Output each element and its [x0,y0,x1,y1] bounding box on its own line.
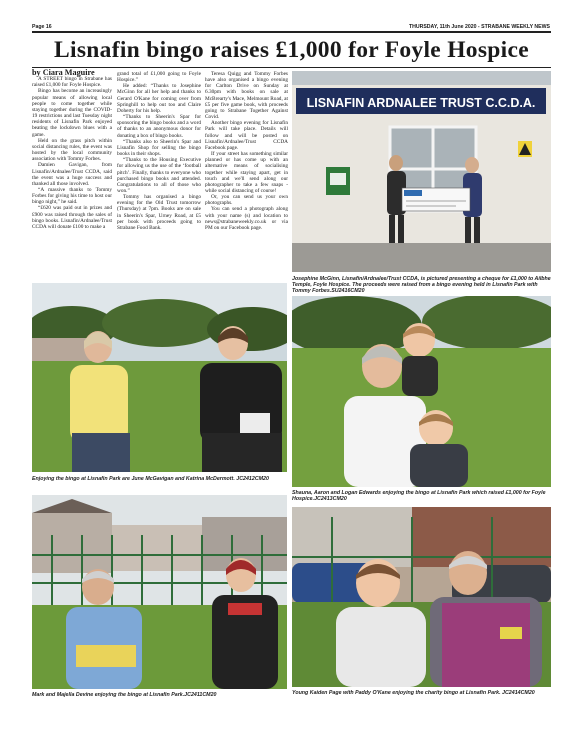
caption-bottom-left: Mark and Majella Devine enjoying the bingo at Lisnafin Park.JC2411CM20 [32,692,217,698]
caption-bottom-right: Young Kaiden Page with Paddy O'Kane enjoying the charity bingo at Lisnafin Park. JC2414CM20 [292,690,535,696]
photo-june-katrina [32,283,287,472]
article-paragraph: “Thanks also to Sheerin's Spar and Lisnafin Shop for selling the bingo books in their shops. [117,138,201,158]
caption-top-right: Josephine McGinn, Lisnafin/Ardnalee/Trust CCDA, is pictured presenting a cheque for £1,000 to Ailbhe Temple, Foyle Hospice. The proceeds were raised from a bingo evening held in Lisnafin Park with Tommy Forbes.SU2416CM20 [292,276,551,295]
article-paragraph: “A massive thanks to Tommy Forbes for giving his time to host our bingo night,” he said. [32,186,112,206]
dateline: THURSDAY, 11th June 2020 - STRABANE WEEKLY NEWS [408,24,550,30]
article-paragraph: A STREET bingo in Strabane has raised £1,000 for Foyle Hospice. [32,76,112,89]
article-paragraph: You can send a photograph along with your name (s) and location to news@strabaneweekly.co.uk or via PM on our Facebook page. [205,206,288,231]
article-paragraph: grand total of £1,000 going to Foyle Hospice.” [117,71,201,84]
photo-cheque-presentation [292,71,551,272]
article-column-1 [32,70,112,230]
article-paragraph: Bingo has become an increasingly popular means of allowing local people to come together while staying together during the COVID-19 restrictions and last Tuesday night residents of Lisnafin Park enjoyed beating the lockdown blues with a game. [32,88,112,138]
article-column-3 [205,71,288,231]
photo-kaiden-paddy [292,507,551,687]
article-paragraph: He added: “Thanks to Josephine McGinn for all her help and thanks to Gerard O'Kane for coming over from Springhill to help out too and Claire Doherty for his help. [117,83,201,114]
caption-mid-right: Shauna, Aaron and Logan Edwards enjoying the bingo at Lisnafin Park which raised £1,000 for Foyle Hospice.JC2413CM20 [292,490,546,503]
article-paragraph: Held on the grass pitch within social distancing rules, the event was hosted by the local community association with Tommy Forbes. [32,137,112,163]
headline: Lisnafin bingo raises £1,000 for Foyle Hospice [54,37,529,63]
caption-mid-left: Enjoying the bingo at Lisnafin Park are June McGavigan and Katrina McDermott. JC2412CM20 [32,476,269,482]
article-paragraph: Tommy has organised a bingo evening for the Old Trust tomorrow (Thursday) at 7pm. Books are on sale in Sheerin's Spar, Urney Road, at £5 per book with proceeds going to Strabane Food Bank. [117,194,201,231]
article-paragraph: Damien Gavigan, from Lisnafin/Ardnalee/Trust CCDA, said the event was a huge success and thanked all those involved. [32,162,112,187]
photo-edwards-family [292,296,551,487]
headline-rule [32,67,551,68]
article-paragraph: If your street has something similar planned or has come up with an alternative means of socialising together while staying apart, get in touch and we'll send along our photographer to take a few snaps - while social distancing of course! [205,151,288,194]
sign-text: LISNAFIN ARDNALEE TRUST C.C.D.A. [306,96,536,110]
article-column-2 [117,71,201,231]
article-paragraph: “Thanks to the Housing Executive for allowing us the use of the ‘football pitch’. Finally, thanks to everyone who purchased bingo books and attended. Congratulations to all of those who won.” [117,157,201,194]
page-number: Page 16 [32,24,52,30]
article-paragraph: Or, you can send us your own photographs. [205,194,288,207]
article-paragraph: Another bingo evening for Lisnafin Park will take place. Details will follow and will be posted on Lisnafin/Ardnalee/Trust CCDA Facebook page. [205,120,288,151]
header-rule [32,31,551,33]
article-paragraph: “Thanks to Sheerin's Spar for sponsoring the bingo books and a word of thanks to an anonymous donor for donating a box of bingo books. [117,114,201,139]
photo-devine-couple [32,495,287,689]
article-paragraph: Teresa Quigg and Tommy Forbes have also organised a bingo evening for Carlton Drive on Sunday at 6.30pm with books on sale at McBrearty's Mace, Melmount Road, at £5 per five game book, with proceeds going to Strabane Together Against Covid. [205,71,288,121]
article-paragraph: “£620 was paid out in prizes and £900 was raised through the sales of bingo books. Lisnafin/Ardnalee/Trust CCDA will donate £100 to make a [32,205,112,230]
byline: by Ciara Maguire [32,68,95,77]
